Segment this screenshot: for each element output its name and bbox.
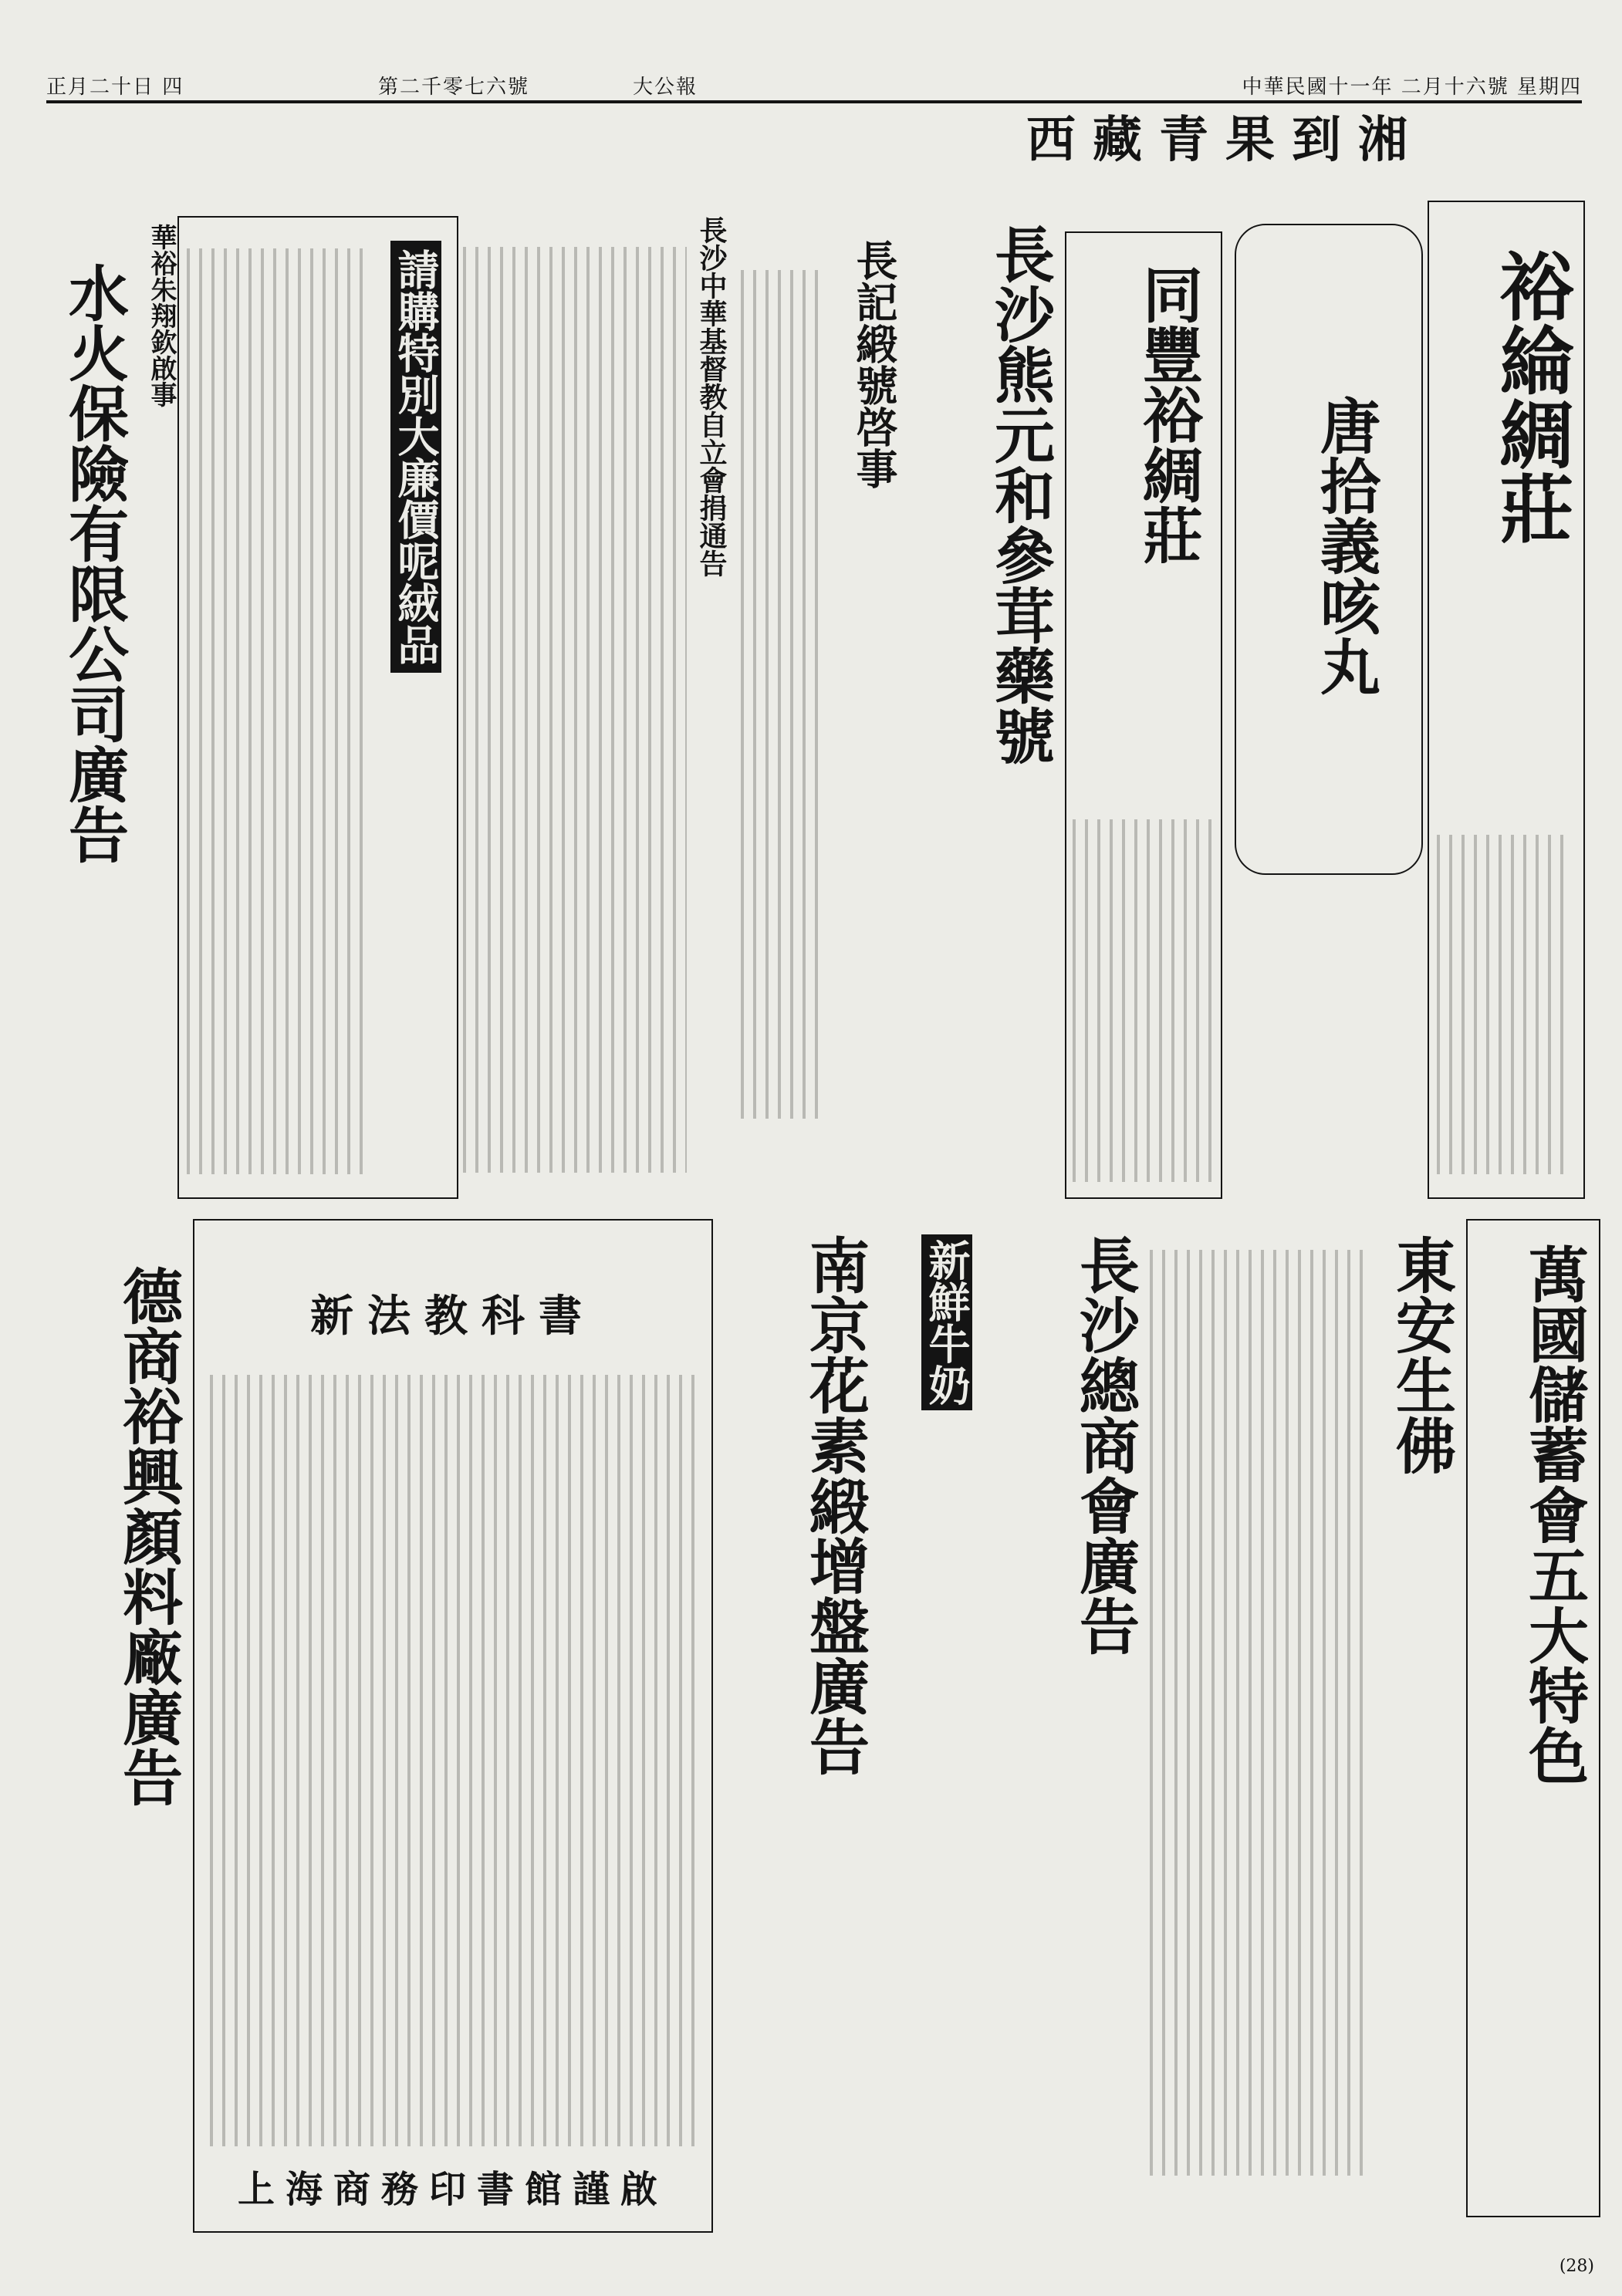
tibet-fruit-headline: 西藏青果到湘 <box>1026 111 1424 169</box>
tongfeng-silk-title: 同豐裕綢莊 <box>1133 264 1203 565</box>
textbook-publisher: 上海商務印書館謹啟 <box>237 2168 668 2211</box>
tongfeng-silk-ad <box>1065 231 1222 1199</box>
nanjing-silk-ad <box>718 1219 872 2214</box>
xiong-ginseng-title: 長沙熊元和參茸藥號 <box>985 224 1055 765</box>
chamber-of-commerce-ad <box>980 1219 1142 2214</box>
dongan-buddha-ad <box>1150 1219 1458 2214</box>
nanjing-silk-title: 南京花素緞增盤廣告 <box>799 1234 870 1776</box>
masthead-issue-number: 第二千零七六號 <box>378 76 530 99</box>
chamber-of-commerce-title: 長沙總商會廣告 <box>1070 1234 1140 1656</box>
fire-insurance-title: 水火保險有限公司廣告 <box>59 262 129 864</box>
ymca-fund-notice <box>463 216 733 1196</box>
fresh-milk-ad <box>880 1219 980 2214</box>
woolen-sale-ad <box>177 216 458 1199</box>
deshang-paint-title: 德商裕興顏料廠廣告 <box>113 1265 183 1807</box>
masthead <box>46 71 1582 103</box>
xiong-ginseng-ad <box>918 224 1057 1196</box>
textbook-title: 新法教科書 <box>310 1291 596 1342</box>
fire-insurance-ad <box>0 201 131 1196</box>
tang-cough-pill-ad <box>1235 224 1423 875</box>
wanguo-savings-ad <box>1466 1219 1600 2217</box>
masthead-date: 中華民國十一年 二月十六號 星期四 <box>1242 76 1582 99</box>
yulun-silk-title: 裕綸綢莊 <box>1488 248 1575 545</box>
fresh-milk-title: 新鮮牛奶 <box>921 1234 972 1410</box>
ymca-fund-title: 長沙中華基督教自立會捐通告 <box>695 216 728 577</box>
huaxu-notice <box>139 216 177 1196</box>
woolen-sale-title: 請購特別大廉價呢絨品 <box>390 241 441 673</box>
textbook-ad <box>193 1219 713 2233</box>
changji-notice <box>741 224 911 1196</box>
dongan-buddha-title: 東安生佛 <box>1386 1234 1456 1475</box>
changji-notice-title: 長記緞號啓事 <box>850 239 899 489</box>
tang-cough-pill-title: 唐拾義咳丸 <box>1310 395 1380 696</box>
wanguo-savings-title: 萬國儲蓄會五大特色 <box>1519 1244 1589 1785</box>
masthead-paper-name: 大公報 <box>633 76 698 99</box>
yulun-silk-ad <box>1428 201 1585 1199</box>
deshang-paint-ad <box>15 1219 185 2230</box>
huaxu-notice-title: 華裕朱翔欽啟事 <box>146 224 177 407</box>
masthead-lunar-date: 正月二十日 四 <box>46 76 184 99</box>
page-number: (28) <box>1559 2257 1594 2276</box>
